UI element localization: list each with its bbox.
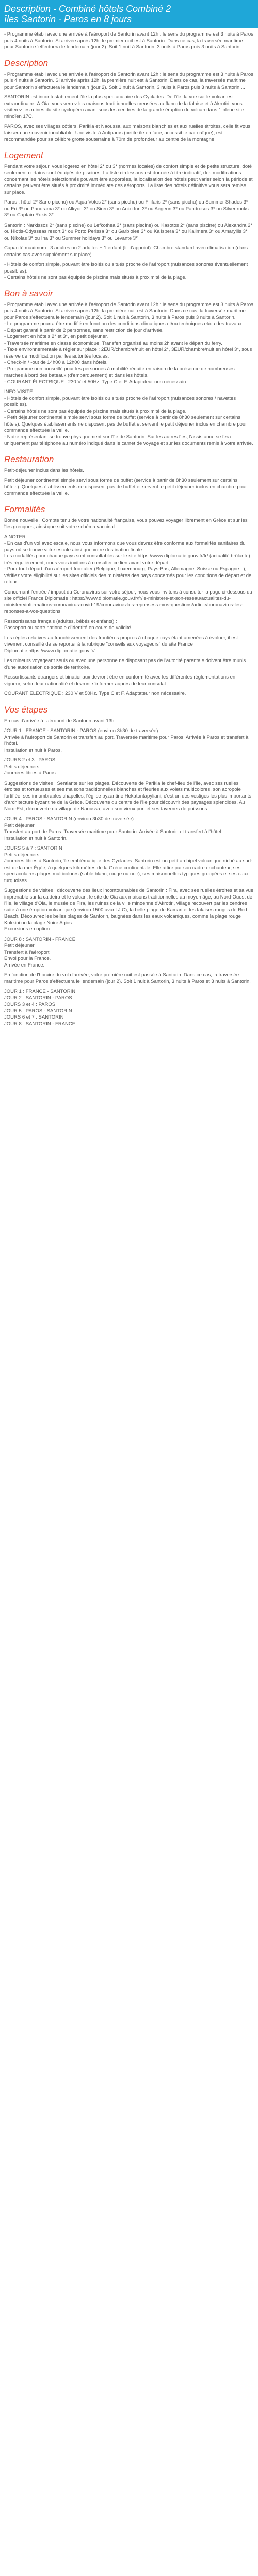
formalites-paragraph: COURANT ÉLECTRIQUE : 230 V et 50Hz. Type C et F. Adaptateur non nécessaire.: [4, 691, 186, 697]
intro-section: [4, 31, 254, 51]
page-title-line-2: îles Santorin - Paros en 8 jours: [4, 14, 132, 24]
bon-a-savoir-heading: Bon à savoir: [4, 288, 53, 298]
bon-a-savoir-section: [4, 289, 254, 447]
intro-paragraph: - Programme établi avec une arrivée à l'aéroport de Santorin avant 12h : le sens du programme est 3 nuits à Paros puis 4 nuits à Santorin. Si arrivée après 12h, le premier nuit est à Santorin. Dans ce cas, la traversée maritime pour Santorin s'effectuera le lendemain (jour 2). Soit 1 nuit à Santorin, 3 nuits à Paros puis 3 nuits à Santorin ....: [4, 31, 253, 50]
page-title: [0, 0, 258, 28]
restauration-paragraph: Petit-déjeuner inclus dans les hôtels.: [4, 467, 84, 473]
description-paragraph: PAROS, avec ses villages côtiers, Parikia et Naoussa, aux maisons blanchies et aux ruelles étroites, celle fit vous laissera un souvenir inoubliable. Une visite à Antiparos (petite île en face, accessible par caïque), est recommandée pour sa célèbre grotte souterraine à 70m de profondeur au centre de la montagne.: [4, 124, 251, 142]
vos-etapes-heading: Vos étapes: [4, 704, 48, 715]
logement-paragraph: Capacité maximum : 3 adultes ou 2 adultes + 1 enfant (lit d'appoint). Chambre standard avec climatisation (dans certains cas avec supplément sur place).: [4, 245, 248, 258]
logement-section: [4, 150, 254, 281]
page-title-line-1: Description - Combiné hôtels Combiné 2: [4, 4, 171, 14]
formalites-paragraph: Concernant l'entrée / impact du Coronavirus sur votre séjour, nous vous invitons à consulter la page ci-dessous du site officiel France Diplomatie : https://www.diplomatie.gouv.fr/fr/le-ministere-et-son-reseau/actualites-du-ministere/informations-coronavirus-covid-19/coronavirus-les-reponses-a-vos-questions/article/coronavirus-les-reponses-a-vos-questions: [4, 589, 252, 614]
restauration-heading: Restauration: [4, 454, 54, 464]
etapes-paragraph: Suggestions de visites : Sentiante sur les plages. Découverte de Parikia le chef-lieu de l'île, avec ses ruelles étroites et tortueuses et ses maisons traditionnelles blanches et fleuries aux volets multicolores, son acropole fortifiée, ses innombrables chapelles, l'église byzantine Hekatontapyliani, c'est un des vestiges les plus importants d'architecture byzantine de la Grèce. Découverte du centre de l'île pour découvrir des paysages splendides. Au Nord-Est, découverte du village de Naoussa, avec son vieux port et ses tavernes de poissons.: [4, 780, 251, 812]
bon-a-savoir-paragraph: INFO VISITE : - Hôtels de confort simple, pouvant être isolés ou situés proche de l'aéroport (nuisances sonores / navettes possibles). - Certains hôtels ne sont pas équipés de piscine mais situés à proximité de la plage. - Petit déjeuner continental simple servi sous forme de buffet (service à partir de 8h30 seulement sur certains hôtels). Quelques établissements ne disposent pas de buffet et servent le petit déjeuner inclus en chambre pour commande effectuée la veille. - Notre représentant se trouve physiquement sur l'île de Santorin. Sur les autres îles, l'assistance se fera uniquement par téléphone au numéro indiqué dans le carnet de voyage et sur les documents remis à votre arrivée.: [4, 389, 253, 446]
etapes-paragraph: En cas d'arrivée à l'aéroport de Santorin avant 13h :: [4, 718, 117, 724]
description-section: [4, 58, 254, 143]
logement-paragraph: Paros : hôtel 2* Sano picchu) ou Aqua Votes 2* (sans picchu) ou Filifaris 2* (sans picchu) ou Summer Shades 3* ou Eri 3* ou Panorama 3* ou Alkyon 3* ou Siren 3* ou Anixi Inn 3* ou Aegeon 3* ou Pandrosos 3* ou Silver rocks 3* ou Captain Rokis 3*: [4, 199, 249, 218]
formalites-paragraph: Bonne nouvelle ! Compte tenu de votre nationalité française, vous pouvez voyager librement en Grèce et sur les îles grecques, ainsi que suit votre schéma vaccinal.: [4, 517, 248, 530]
etapes-paragraph: JOUR 1 : FRANCE - SANTORIN JOUR 2 : SANTORIN - PAROS JOURS 3 et 4 : PAROS JOUR 5 : PAROS - SANTORIN JOURS 6 et 7 : SANTORIN JOUR 8 : SANTORIN - FRANCE: [4, 989, 76, 1027]
formalites-paragraph: Ressortissants étrangers et binationaux devront être en conformité avec les différentes réglementations en vigueur, selon leur nationalité et devront s'informer auprès de leur consulat.: [4, 674, 236, 687]
etapes-paragraph: JOURS 2 et 3 : PAROS Petits déjeuners. Journées libres à Paros.: [4, 757, 57, 776]
formalites-section: [4, 504, 254, 698]
etapes-paragraph: JOUR 4 : PAROS - SANTORIN (environ 3h30 de traversée) Petit déjeuner. Transfert au port de Paros. Traversée maritime pour Santorin. Arrivée à Santorin et transfert à l'hôtel. Installation et nuit à Santorin.: [4, 816, 223, 841]
formalites-paragraph: Les règles relatives au franchissement des frontières propres à chaque pays étant amenées à évoluer, il est vivement conseillé de se reporter à la rubrique "conseils aux voyageurs" du site France Diplomatie,https://www.diplomatie.gouv.fr/: [4, 635, 238, 654]
vos-etapes-section: [4, 705, 254, 1028]
formalites-paragraph: Ressortissants français (adultes, bébés et enfants) : Passeport ou carte nationale d'identité en cours de validité.: [4, 618, 133, 631]
bon-a-savoir-paragraph: - Programme établi avec une arrivée à l'aéroport de Santorin avant 12h : le sens du programme est 3 nuits à Paros puis 4 nuits à Santorin. Si arrivée après 12h, la première nuit est à Santorin. Dans ce cas, la traversée maritime pour Paros s'effectuera le lendemain (jour 2). Soit 1 nuit à Santorin, 3 nuits à Paros puis 3 nuits à Santorin. - Le programme pourra être modifié en fonction des conditions climatiques et/ou techniques et/ou des travaux. - Départ garanti à partir de 2 personnes, sans restriction de jour d'arrivée. - Logement en hôtels 2* et 3*, en petit déjeuner. - Traversée maritime en classe économique. Transfert organisé au moins 2h avant le départ du ferry. - Taxe environnementale à régler sur place : 2EUR/chambre/nuit en hôtel 2*, 3EUR/chambre/nuit en hôtel 3*, sous réserve de modification par les autorités locales. - Check-in / -out de 14h00 à 12h00 dans hôtels. - Programme non conseillé pour les personnes à mobilité réduite en raison de la présence de nombreuses marches à bord des bateaux (d'embarquement) et dans les hôtels. - COURANT ÉLECTRIQUE : 230 V et 50Hz. Type C et F. Adaptateur non nécessaire.: [4, 301, 253, 385]
restauration-section: [4, 454, 254, 497]
etapes-paragraph: Suggestions de visites : découverte des lieux incontournables de Santorin : Fira, avec ses ruelles étroites et sa vue imprenable sur la caldeira et le volcan, le site de Oia aux maisons traditionnelles au moyen âge, au Nord-Ouest de l'île, le village d'Oia, le musée de Fira, les ruines de la ville minoenne d'Akrotiri, village recouvert par les cendres suite à une éruption volcanique (environ 1500 avant J.C), la belle plage de Kamari et les falaises rouges de Red Beach. Découvrez les belles plages de Santorin, baignées dans les eaux volcaniques, comme la plage rouge Kokkini ou la plage Noire Agios. Excursions en option.: [4, 888, 254, 932]
description-heading: Description: [4, 58, 49, 68]
logement-paragraph: - Hôtels de confort simple, pouvant être isolés ou situés proche de l'aéroport (nuisances sonores éventuellement possibles). - Certains hôtels ne sont pas équipés de piscine mais situés à proximité de la plage.: [4, 262, 248, 280]
logement-paragraph: Pendant votre séjour, vous logerez en hôtel 2* ou 3* (normes locales) de confort simple et de petite structure, doté seulement certains sont équipés de piscines. La liste ci-dessous est donnée à titre indicatif, des modifications concernant les hôtels sélectionnés pouvant être apportées, la localisation des hôtels peut varier selon la période et certains peuvent être situés à proximité immédiate des aéroports. La liste des hôtels définitive vous sera remise sur place.: [4, 163, 253, 195]
formalites-paragraph: A NOTER - En cas d'un vol avec escale, nous vous informons que vous devrez être conforme aux formalités sanitaires du pays où se trouve votre escale ainsi que votre destination finale. Les modalités pour chaque pays sont consultables sur le site https://www.diplomatie.gouv.fr/fr/ (actualité brûlante) très régulièrement, nous vous invitons à consulter ce lien avant votre départ. - Pour tout départ d'un aéroport frontalier (Belgique, Luxembourg, Pays-Bas, Allemagne, Suisse ou Espagne...), vérifiez votre éligibilité sur les sites officiels des ministères des pays concernés pour les conditions de départ et de retour.: [4, 534, 252, 585]
formalites-heading: Formalités: [4, 504, 45, 514]
description-paragraph: - Programme établi avec une arrivée à l'aéroport de Santorin avant 12h : le sens du programme est 3 nuits à Paros puis 4 nuits à Santorin. Si arrivée après 12h, la première nuit est à Santorin. Dans ce cas, la traversée maritime pour Santorin s'effectuera le lendemain (jour 2). Soit 1 nuit à Santorin, 3 nuits à Paros puis 3 nuits à Santorin ...: [4, 71, 253, 90]
etapes-paragraph: JOURS 5 à 7 : SANTORIN Petits déjeuners. Journées libres à Santorin, île emblématique des Cyclades. Santorin est un petit archipel volcanique niché au sud-est de la mer Égée, à quelques kilomètres de la Grèce continentale. Elle attire par son cadre enchanteur, ses spectaculaires plages multicolores (sable blanc, rouge ou noir), ses maisonnettes typiques groupées et ses eaux turquoises.: [4, 845, 253, 884]
logement-paragraph: Santorin : Narkissos 2* (sans piscine) ou Lefkothea 2* (sans piscine) ou Kasotos 2* (sans piscine) ou Alexandra 2* ou Hiotis-Odysseas resort 3* ou Porto Perissa 3* ou Garbiolee 3* ou Kalispera 3* ou Kalimera 3* ou Amaryllis 3* ou Nikolas 3* ou Ina 3* ou Summer holidays 3* ou Levante 3*: [4, 222, 253, 241]
etapes-paragraph: En fonction de l'horaire du vol d'arrivée, votre première nuit est passée à Santorin. Dans ce cas, la traversée maritime pour Paros s'effectuera le lendemain (jour 2). Soit 1 nuit à Santorin, 3 nuits à Paros et 3 nuits à Santorin.: [4, 972, 251, 985]
formalites-paragraph: Les mineurs voyageant seuls ou avec une personne ne disposant pas de l'autorité parentale doivent être munis d'une autorisation de sortie de territoire.: [4, 658, 246, 670]
logement-heading: Logement: [4, 150, 43, 160]
etapes-paragraph: JOUR 1 : FRANCE - SANTORIN - PAROS (environ 3h30 de traversée) Arrivée à l'aéroport de Santorin et transfert au port. Traversée maritime pour Paros. Arrivée à Paros et transfert à l'hôtel. Installation et nuit à Paros.: [4, 728, 249, 753]
etapes-paragraph: JOUR 8 : SANTORIN - FRANCE Petit déjeuner. Transfert à l'aéroport Envol pour la France. Arrivée en France.: [4, 936, 76, 968]
restauration-paragraph: Petit déjeuner continental simple servi sous forme de buffet (service à partir de 8h30 seulement sur certains hôtels). Quelques établissements ne disposent pas de buffet et servent le petit déjeuner inclus en chambre pour commande effectuée la veille.: [4, 478, 247, 496]
description-page: [0, 0, 258, 1038]
description-paragraph: SANTORIN est incontestablement l'île la plus spectaculaire des Cyclades. De l'île, la vue sur le volcan est extraordinaire. À Oia, vous verrez les maisons traditionnelles creusées au flanc de la falaise et à Akrotiri, vous visiterez les ruines du site cyclopéen avant sous les cendres de la grande éruption du volcan dans 1 bleue site minoïen 17C.: [4, 94, 244, 120]
